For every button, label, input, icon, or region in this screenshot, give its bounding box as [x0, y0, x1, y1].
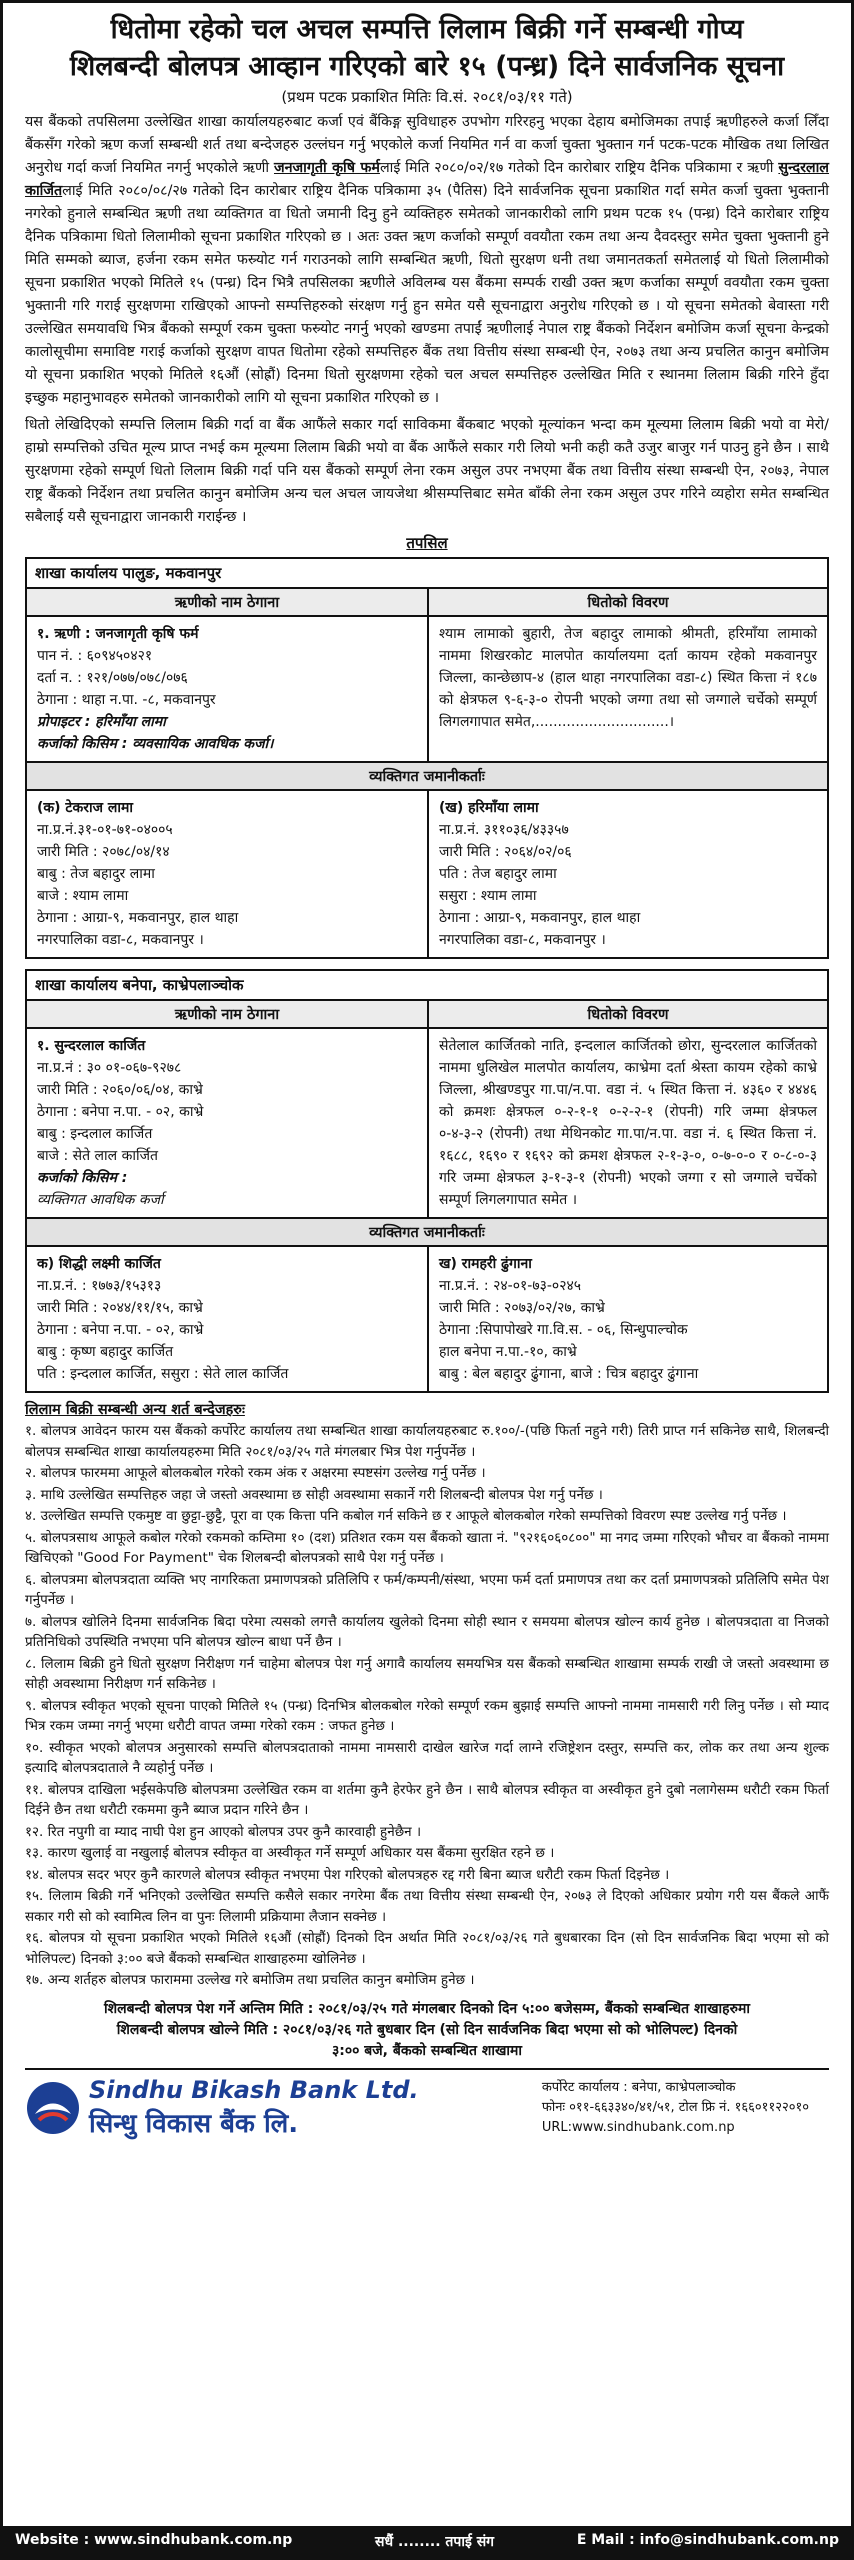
guarantor-line: पति : तेज बहादुर लामा — [439, 866, 557, 882]
condition-item: ९. बोलपत्र स्वीकृत भएको सूचना पाएको मितिले १५ (पन्ध्र) दिनभित्र बोलकबोल गरेको सम्पूर्ण रकम बुझाई सम्पत्ति आफ्नो नाममा नामसारी गरी लिनु पर्नेछ । सो म्याद भित्र रकम जम्मा नगर्नु भएमा धरौटी वापत जम्मा गरेको रकम : जफत हुनेछ । — [25, 1697, 829, 1734]
guarantor-bar: व्यक्तिगत जमानीकर्ताः — [27, 1217, 827, 1247]
borrower-line: कर्जाको किसिम : — [37, 1170, 128, 1186]
guarantor-line: बाबु : तेज बहादुर लामा — [37, 866, 155, 882]
footer-website[interactable]: Website : www.sindhubank.com.np — [15, 2532, 293, 2548]
condition-item: ४. उल्लेखित सम्पत्ति एकमुष्ट वा छुट्टा-छुट्टै, पूरा वा एक कित्ता पनि कबोल गर्न सकिने छ र आफूले बोलकबोल गरेको सम्पत्तिको विवरण स्पष्ट उल्लेख गर्नु पर्नेछ । — [25, 1508, 787, 1524]
borrower-line: १. सुन्दरलाल कार्जित — [37, 1038, 146, 1054]
condition-item: ११. बोलपत्र दाखिला भईसकेपछि बोलपत्रमा उल्लेखित रकम वा शर्तमा कुनै हेरफेर हुने छैन । साथै बोलपत्र स्वीकृत वा अस्वीकृत हुने दुबो नलागेसम्म धरौटी रकम फिर्ता दिईने छैन तथा धरौटी रकममा कुनै ब्याज प्रदान गरिने छैन । — [25, 1781, 829, 1818]
bank-brand-block — [25, 2068, 829, 2140]
borrower-line: ठेगाना : बनेपा न.पा. - ०२, काभ्रे — [37, 1104, 204, 1120]
guarantor-line: ना.प्र.नं. : १७७३/१५३१३ — [37, 1278, 162, 1294]
collateral-column — [427, 1001, 827, 1217]
borrower-column — [27, 1001, 427, 1217]
contact-url[interactable]: URL:www.sindhubank.com.np — [541, 2119, 735, 2135]
guarantor-line: ठेगाना :सिपापोखरे गा.वि.स. - ०६, सिन्धुपाल्चोक — [439, 1322, 688, 1338]
intro-text-1: यस बैंकको तपसिलमा उल्लेखित शाखा कार्यालयहरुबाट कर्जा एवं बैंकिङ्ग सुविधाहरु उपभोग गरिरहनु भएका देहाय बमोजिमका तपाई ऋणीहरुले कर्जा लिँदा बैंकसँग गरेको ऋण कर्जा सम्बन्धी शर्त तथा बन्देजहरु उल्लंघन गर्नु भएकोले कर्जा नियमित गर्न वा कर्जा चुक्ता भुक्तान गर्न पटक-पटक मौखिक तथा लिखित अनुरोध गर्दा कर्जा नियमित नगर्नु भएकोले ऋणी — [25, 114, 829, 176]
condition-item: ५. बोलपत्रसाथ आफूले कबोल गरेको रकमको कम्तिमा १० (दश) प्रतिशत रकम यस बैंकको खाता नं. "९२१६०६०८००" मा नगद जम्मा गरिएको भौचर वा बैंकको नाममा खिचिएको "Good For Payment" चेक शिलबन्दी बोलपत्रको साथै पेश गर्नु पर्नेछ । — [25, 1529, 829, 1566]
footer-bar — [3, 2526, 851, 2557]
guarantor-line: ना.प्र.नं. : २४-०१-७३-०२४५ — [439, 1278, 582, 1294]
borrower-line: प्रोपाइटर : हरिमाँया लामा — [37, 714, 166, 730]
condition-item: १५. लिलाम बिक्री गर्ने भनिएको उल्लेखित सम्पत्ति कसैले सकार नगरेमा बैंक तथा वित्तीय संस्था सम्बन्धी ऐन, २०७३ ले दिएको अधिकार प्रयोग गरी यस बैंकले आफैं सकार गरी सो को स्वामित्व लिन वा पुनः लिलामी प्रक्रियामा लैजान सक्नेछ । — [25, 1888, 829, 1925]
guarantor-line: नगरपालिका वडा-८, मकवानपुर । — [37, 932, 204, 948]
condition-item: ३. माथि उल्लेखित सम्पत्तिहरु जहा जे जस्तो अवस्थामा छ सोही अवस्थामा सकार्ने गरी शिलबन्दी बोलपत्र पेश गर्नु पर्नेछ । — [25, 1486, 603, 1503]
borrower-line: ठेगाना : थाहा न.पा. -८, मकवानपुर — [37, 692, 216, 708]
guarantor-line: ना.प्र.नं.३१-०१-७१-०४००५ — [37, 822, 173, 838]
conditions-heading: लिलाम बिक्री सम्बन्धी अन्य शर्त बन्देजहरुः — [25, 1402, 245, 1418]
collateral-column-head: धितोको विवरण — [429, 589, 827, 617]
guarantor-line: (ख) हरिमाँया लामा — [439, 800, 539, 816]
guarantor-line: ख) रामहरी ढुंगाना — [439, 1256, 532, 1272]
bank-logo-icon — [25, 2080, 81, 2136]
submission-deadline: शिलबन्दी बोलपत्र पेश गर्ने अन्तिम मिति : २०८१/०३/२५ गते मंगलबार दिनको दिन ५:०० बजेसम्म, बैंकको सम्बन्धित शाखाहरुमा — [104, 2000, 750, 2017]
branch-name: शाखा कार्यालय पालुङ, मकवानपुर — [27, 559, 827, 589]
publish-date: (प्रथम पटक प्रकाशित मितिः वि.सं. २०८१/०३/११ गते) — [281, 88, 573, 106]
branch-banepa — [25, 969, 829, 1393]
bank-logo — [25, 2076, 419, 2140]
guarantor-line: जारी मिति : २०४४/११/१५, काभ्रे — [37, 1300, 203, 1316]
title-line-1: धितोमा रहेको चल अचल सम्पत्ति लिलाम बिक्री गर्ने सम्बन्धी गोप्य — [110, 14, 744, 45]
condition-item: १६. बोलपत्र यो सूचना प्रकाशित भएको मितिले १६औं (सोह्रौं) दिनको दिन अर्थात मिति २०८१/०३/२६ गते बुधबारका दिन (सो दिन सार्वजनिक बिदा भएमा सो को भोलिपल्ट) दिनको ३:०० बजे बैंकको सम्बन्धित शाखाहरुमा खोलिनेछ । — [25, 1930, 829, 1967]
branch-name: शाखा कार्यालय बनेपा, काभ्रेपलाञ्चोक — [27, 971, 827, 1001]
guarantor-line: हाल बनेपा न.पा.-१०, काभ्रे — [439, 1344, 577, 1360]
condition-item: १७. अन्य शर्तहरु बोलपत्र फाराममा उल्लेख गरे बमोजिम तथा प्रचलित कानुन बमोजिम हुनेछ । — [25, 1972, 475, 1988]
contact-info — [542, 2078, 829, 2138]
bank-name-nepali: सिन्धु विकास बैंक लि. — [89, 2108, 299, 2139]
condition-item: १२. रित नपुगी वा म्याद नाघी पेश हुन आएको बोलपत्र उपर कुनै कारवाही हुनेछैन । — [25, 1823, 422, 1840]
condition-item: १०. स्वीकृत भएको बोलपत्र अनुसारको सम्पत्ति बोलपत्रदाताको नाममा नामसारी दाखेल खारेज गर्दा लाग्ने रजिष्ट्रेशन दस्तुर, सम्पत्ति कर, लोक कर तथा अन्य शुल्क इत्यादि बोलपत्रदाताले नै व्यहोर्नु पर्नेछ । — [25, 1739, 829, 1776]
branch-palung — [25, 557, 829, 959]
guarantor-line: नगरपालिका वडा-८, मकवानपुर । — [439, 932, 606, 948]
guarantor-line: ठेगाना : बनेपा न.पा. - ०२, काभ्रे — [37, 1322, 204, 1338]
borrower-name-2: सुन्दरलाल कार्जित — [25, 160, 830, 199]
guarantor-line: जारी मिति : २०६४/०२/०६ — [439, 844, 572, 860]
borrower-line: बाजे : सेते लाल कार्जित — [37, 1148, 158, 1164]
notice-title — [25, 11, 829, 85]
collateral-details: सेतेलाल कार्जितको नाति, इन्दलाल कार्जितको छोरा, सुन्दरलाल कार्जितको नाममा धुलिखेल मालपोत कार्यालय, काभ्रेमा दर्ता श्रेस्ता कायम रहेको काभ्रे जिल्ला, श्रीखण्डपुर गा.पा/न.पा. वडा नं. ५ स्थित कित्ता नं. ४३६० र ४४४६ को क्रमशः क्षेत्रफल ०-२-१-१ ०-२-२-१ (रोपनी) गरि जम्मा क्षेत्रफल ०-४-३-२ (रोपनी) तथा मेथिनकोट गा.पा/न.पा. वडा नं. ६ स्थित कित्ता नं. १६८८, १६९० र १६९२ को क्रमश क्षेत्रफल २-१-३-०, ०-७-०-० र ०-८-०-३ गरि जम्मा क्षेत्रफल ३-१-३-१ (रोपनी) भएको जग्गा र सो जग्गाले चर्चेको सम्पूर्ण लिगलगापात समेत । — [439, 1038, 817, 1208]
condition-item: २. बोलपत्र फारममा आफूले बोलकबोल गरेको रकम अंक र अक्षरमा स्पष्टसंग उल्लेख गर्नु पर्नेछ । — [25, 1465, 486, 1481]
borrower-line: १. ऋणी : जनजागृती कृषि फर्म — [37, 626, 199, 642]
intro-text-2: लाई मिति २०८०/०२/१७ गतेको दिन कारोबार राष्ट्रिय दैनिक पत्रिकामा र ऋणी — [379, 160, 774, 176]
guarantor-line: जारी मिति : २०७८/०४/१४ — [37, 844, 170, 860]
tapsil-heading: तपसिल — [406, 534, 448, 552]
opening-time: ३:०० बजे, बैंकको सम्बन्धित शाखामा — [331, 2042, 523, 2059]
intro-paragraph — [25, 111, 829, 410]
condition-item: ८. लिलाम बिक्री हुने धितो सुरक्षण निरीक्षण गर्न चाहेमा बोलपत्र पेश गर्नु अगावै कार्यालय समयभित्र यस बैंकको सम्बन्धित शाखामा सम्पर्क राखी जे जस्तो अवस्थामा छ सोही अवस्थामा निरीक्षण गर्न सकिनेछ । — [25, 1655, 829, 1692]
collateral-column-head: धितोको विवरण — [429, 1001, 827, 1029]
guarantor-line: (क) टेकराज लामा — [37, 800, 133, 816]
borrower-name-1: जनजागृती कृषि फर्म — [273, 160, 380, 176]
guarantor-line: ससुरा : श्याम लामा — [439, 888, 537, 904]
borrower-line: दर्ता न. : १२१/०७७/०७८/०७६ — [37, 670, 188, 686]
guarantor-b — [427, 791, 827, 957]
condition-item: ७. बोलपत्र खोलिने दिनमा सार्वजनिक बिदा परेमा त्यसको लगत्तै कार्यालय खुलेको दिनमा सोही स्थान र समयमा बोलपत्र खोल्न कार्य हुनेछ । बोलपत्रदाता वा निजको प्रतिनिधिको उपस्थिति नभएमा पनि बोलपत्र खोल्न बाधा पर्ने छैन । — [25, 1613, 829, 1650]
collateral-details: श्याम लामाको बुहारी, तेज बहादुर लामाको श्रीमती, हरिमाँया लामाको नाममा शिखरकोट मालपोत कार्यालयमा दर्ता कायम रहेको मकवानपुर जिल्ला, कान्छेछाप-४ (हाल थाहा नगरपालिका वडा-८) स्थित कित्ता नं १८७ को क्षेत्रफल ९-६-३-० रोपनी भएको जग्गा तथा सो जग्गाले चर्चेको सम्पूर्ण लिगलगापात समेत,..............................। — [439, 626, 817, 730]
guarantor-line: क) शिद्धी लक्ष्मी कार्जित — [37, 1256, 161, 1272]
borrower-column — [27, 589, 427, 761]
guarantor-line: बाजे : श्याम लामा — [37, 888, 129, 904]
collateral-column — [427, 589, 827, 761]
borrower-details — [27, 617, 427, 761]
condition-item: ६. बोलपत्रमा बोलपत्रदाता व्यक्ति भए नागरिकता प्रमाणपत्रको प्रतिलिपि र फर्म/कम्पनी/संस्था, भएमा फर्म दर्ता प्रमाणपत्र तथा कर दर्ता प्रमाणपत्रको प्रतिलिपि समेत पेश गर्नुपर्नेछ । — [25, 1571, 829, 1608]
title-line-2: शिलबन्दी बोलपत्र आव्हान गरिएको बारे १५ (पन्ध्र) दिने सार्वजनिक सूचना — [69, 51, 785, 82]
bank-name-english: Sindhu Bikash Bank Ltd. — [89, 2075, 419, 2104]
deadline-block — [25, 1999, 829, 2062]
guarantor-line: बाबु : कृष्ण बहादुर कार्जित — [37, 1344, 174, 1360]
guarantor-b — [427, 1247, 827, 1391]
opening-date: शिलबन्दी बोलपत्र खोल्ने मिति : २०८१/०३/२६ गते बुधबार दिन (सो दिन सार्वजनिक बिदा भएमा सो को भोलिपल्ट) दिनको — [116, 2021, 738, 2038]
borrower-collateral-table — [27, 589, 827, 761]
corporate-office: कर्पोरेट कार्यालय : बनेपा, काभ्रेपलाञ्चोक — [541, 2079, 736, 2095]
second-paragraph: धितो लेखिदिएको सम्पत्ति लिलाम बिक्री गर्दा वा बैंक आफैंले सकार गर्दा साविकमा बैंकबाट भएको मूल्यांकन भन्दा कम मूल्यमा लिलाम बिक्री भयो वा मेरो/हाम्रो सम्पत्तिको उचित मूल्य प्राप्त नभई कम मूल्यमा लिलाम बिक्री भयो वा बैंक आफैंले सकार गरी लियो भनी कही कतै उजुर बाजुर गर्न पाउनु हुने छैन । साथै सुरक्षणमा रहेको सम्पूर्ण धितो लिलाम बिक्री गर्दा पनि यस बैंकको सम्पूर्ण लेना रकम असुल उपर नभएमा बैंक तथा वित्तीय संस्था सम्बन्धी ऐन, २०७३, नेपाल राष्ट्र बैंकको निर्देशन तथा प्रचलित कानुन बमोजिम अन्य चल अचल जायजेथा श्रीसम्पत्तिबाट समेत बाँकी लेना रकम असुल उपर गरिने व्यहोरा समेत सम्बन्धित सबैलाई यसै सूचनाद्वारा जानकारी गराईन्छ । — [25, 417, 829, 525]
borrower-line: कर्जाको किसिम : व्यवसायिक आवधिक कर्जा। — [37, 736, 274, 752]
borrower-line: ना.प्र.नं : ३० ०१-०६७-९२७८ — [37, 1060, 182, 1076]
condition-item: १४. बोलपत्र सदर भएर कुनै कारणले बोलपत्र स्वीकृत नभएमा पेश गरिएको बोलपत्रहरु रद्द गरी बिना ब्याज धरौटी रकम फिर्ता दिइनेछ । — [25, 1866, 670, 1883]
phone-numbers: फोनः ०११-६६३३४०/४१/५१, टोल फ्रि नं. १६६०११२२०१० — [541, 2099, 809, 2115]
guarantor-line: ठेगाना : आग्रा-९, मकवानपुर, हाल थाहा — [37, 910, 239, 926]
guarantor-table — [27, 791, 827, 957]
borrower-column-head: ऋणीको नाम ठेगाना — [27, 589, 427, 617]
guarantor-line: बाबु : बेल बहादुर ढुंगाना, बाजे : चित्र बहादुर ढुंगाना — [439, 1366, 699, 1382]
borrower-collateral-table — [27, 1001, 827, 1217]
conditions-list — [25, 1421, 829, 1991]
guarantor-line: ठेगाना : आग्रा-९, मकवानपुर, हाल थाहा — [439, 910, 641, 926]
borrower-line: व्यक्तिगत आवधिक कर्जा — [37, 1192, 164, 1208]
guarantor-line: जारी मिति : २०७३/०२/२७, काभ्रे — [439, 1300, 605, 1316]
intro-text-3: लाई मिति २०८०/०८/२७ गतेको दिन कारोबार राष्ट्रिय दैनिक पत्रिकामा ३५ (पैतिस) दिने सार्वजनिक सूचना प्रकाशित गर्दा समेत कर्जा चुक्ता भुक्तानी नगरेको हुनाले सम्बन्धित ऋणी तथा व्यक्तिगत वा धितो जमानी दिनु हुने व्यक्तिहरु समेतको जानकारीको लागि प्रथम पटक १५ (पन्ध्र) दिने कारोबार राष्ट्रिय दैनिक पत्रिकामा धितो लिलामीको सूचना प्रकाशित गरिएको छ । अतः उक्त ऋण कर्जाको सम्पूर्ण ववयौता रकम तथा अन्य दैवदस्तुर समेत चुक्ता भुक्तानी हुने मिति सम्मको ब्याज, हर्जना रकम समेत फस्र्योट गर्न गराउनको लागि सम्बन्धित ऋणी, धितो सुरक्षण धनी तथा जमानतकर्ता समेतलाई यो धितो लिलामीको सूचना प्रकाशित भएको मितिले १५ (पन्ध्र) दिन भित्रै तपसिलका ऋणीले अविलम्ब यस बैंकमा सम्पर्क राखी उक्त ऋण कर्जाका सम्पूर्ण ववयौता रकम चुक्ता भुक्तानी गरि गराई सुरक्षणमा राखिएको आफ्नो सम्पत्तिहरुको संरक्षण गर्नु हुन समेत यसै सूचनाद्वारा अनुरोध गरिएको छ । यो सूचना समेतको बेवास्ता गरी उल्लेखित समयावधि भित्र बैंकको सम्पूर्ण रकम चुक्ता फस्र्योट नगर्नु भएको खण्डमा तपाईं ऋणीलाई नेपाल राष्ट्र बैंकको निर्देशन बमोजिम कर्जा सूचना केन्द्रको कालोसूचीमा समाविष्ट गराई कर्जाको सुरक्षण वापत धितोमा रहेको सम्पत्तिहरु बैंक तथा वित्तीय संस्था सम्बन्धी ऐन, २०७३ तथा अन्य प्रचलित कानुन बमोजिम यो सूचना प्रकाशित भएको मितिले १६औं (सोह्रौं) दिनमा धितो सुरक्षणमा रहेको चल अचल सम्पत्तिहरु उल्लेखित मिति र स्थानमा लिलाम बिक्री गरिने हुँदा इच्छुक महानुभावहरु समेतको जानकारीको लागि यो सूचना प्रकाशित गरिएको छ । — [25, 183, 829, 406]
guarantor-line: ना.प्र.नं. ३११०३६/४३३५७ — [439, 822, 569, 838]
borrower-details — [27, 1029, 427, 1217]
borrower-column-head: ऋणीको नाम ठेगाना — [27, 1001, 427, 1029]
guarantor-line: पति : इन्दलाल कार्जित, ससुरा : सेते लाल कार्जित — [37, 1366, 289, 1382]
condition-item: १. बोलपत्र आवेदन फारम यस बैंकको कर्पोरेट कार्यालय तथा सम्बन्धित शाखा कार्यालयहरुबाट रु.१००/-(पछि फिर्ता नहुने गरी) तिरी प्राप्त गर्न सकिनेछ साथै, शिलबन्दी बोलपत्र सम्बन्धित शाखा कार्यालयहरुमा मिति २०८१/०३/२५ गते मंगलबार भित्र पेश गर्नुपर्नेछ । — [25, 1423, 829, 1460]
borrower-line: बाबु : इन्दलाल कार्जित — [37, 1126, 153, 1142]
guarantor-table — [27, 1247, 827, 1391]
borrower-line: जारी मिति : २०६०/०६/०४, काभ्रे — [37, 1082, 203, 1098]
guarantor-a — [27, 1247, 427, 1391]
borrower-line: पान नं. : ६०९४५०४२१ — [37, 648, 153, 664]
condition-item: १३. कारण खुलाई वा नखुलाई बोलपत्र स्वीकृत वा अस्वीकृत गर्ने सम्पूर्ण अधिकार यस बैंकमा सुरक्षित रहने छ । — [25, 1845, 555, 1861]
footer-slogan: सधैं ........ तपाई संग — [375, 2534, 495, 2550]
footer-email[interactable]: E Mail : info@sindhubank.com.np — [576, 2532, 839, 2548]
guarantor-a — [27, 791, 427, 957]
guarantor-bar: व्यक्तिगत जमानीकर्ताः — [27, 761, 827, 791]
